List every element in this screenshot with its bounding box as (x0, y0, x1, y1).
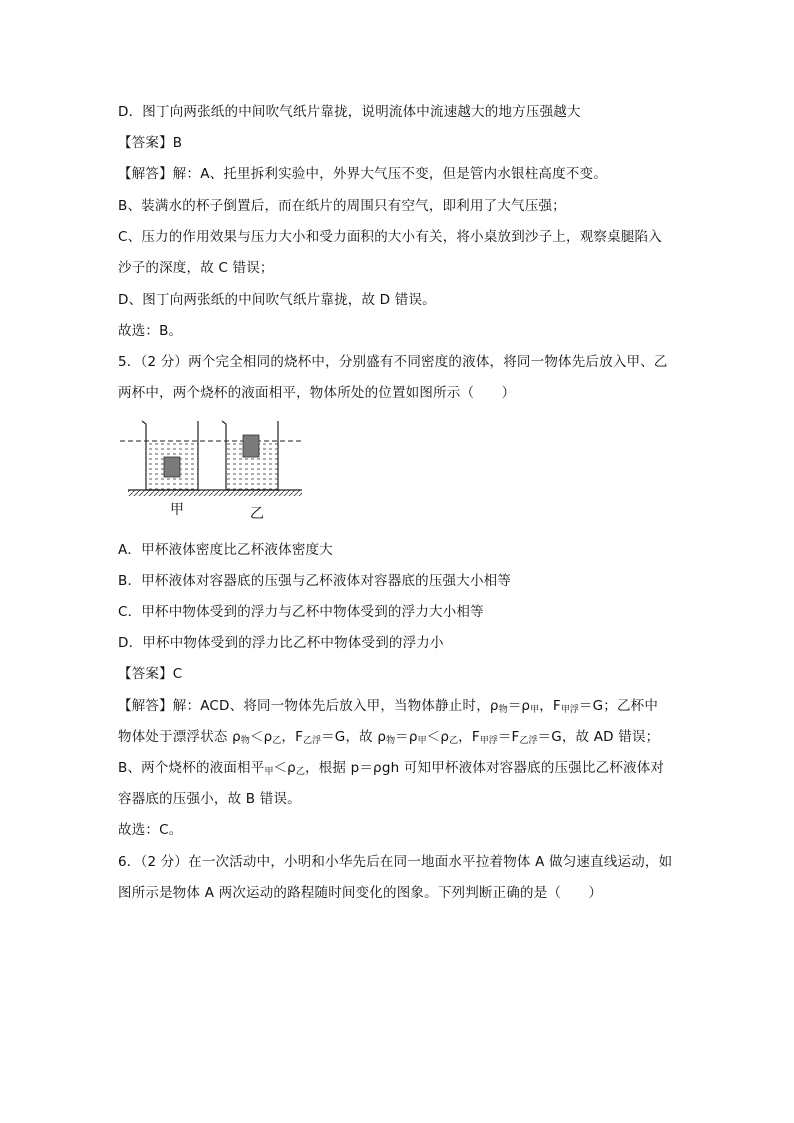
option-b: B．甲杯液体对容器底的压强与乙杯液体对容器底的压强大小相等 (118, 573, 512, 589)
option-d: D．甲杯中物体受到的浮力比乙杯中物体受到的浮力小 (118, 635, 444, 651)
beaker-figure (118, 412, 318, 528)
question-6-text: 6．（2 分）在一次活动中，小明和小华先后在同一地面水平拉着物体 A 做匀速直线运动，如 (118, 854, 673, 870)
question-5-text: 两杯中，两个烧杯的液面相平，物体所处的位置如图所示（ ） (118, 385, 516, 401)
label-yi: 乙 (250, 506, 264, 522)
label-jia: 甲 (170, 502, 184, 518)
ground-hatch (128, 490, 302, 496)
question-5-text: 5．（2 分）两个完全相同的烧杯中，分别盛有不同密度的液体，将同一物体先后放入甲、乙 (118, 354, 668, 370)
answer-line: 【答案】C (118, 666, 183, 682)
beaker-yi (222, 421, 278, 490)
conclusion-line: 故选：C。 (118, 822, 183, 838)
option-a: A．甲杯液体密度比乙杯液体密度大 (118, 542, 333, 558)
solution-line: 容器底的压强小，故 B 错误。 (118, 791, 301, 807)
beakers-diagram (118, 412, 318, 504)
solution-line: B、两个烧杯的液面相平$_甲<\rho_乙$，根据 p＝ρgh 可知甲杯液体对容器底的压强比乙杯液体对 (118, 760, 665, 777)
answer-line: 【答案】B (118, 135, 183, 151)
object-block-jia (164, 457, 180, 477)
solution-line: C、压力的作用效果与压力大小和受力面积的大小有关，将小桌放到沙子上，观察桌腿陷入 (118, 229, 662, 245)
beaker-jia (142, 421, 198, 490)
solution-line: B、装满水的杯子倒置后，而在纸片的周围只有空气，即利用了大气压强； (118, 198, 566, 214)
solution-line: 物体处于漂浮状态 $\rho_物<\rho_乙$，$F_{乙浮}=G$，故 $\rho_物=\rho_甲<\rho_乙$，$F_{甲浮}=F_{乙浮}=G$，故 AD 错误； (118, 729, 660, 746)
solution-line: D、图丁向两张纸的中间吹气纸片靠拢，故 D 错误。 (118, 292, 436, 308)
solution-line: 【解答】解：ACD、将同一物体先后放入甲，当物体静止时，$\rho_物=\rho_甲$，$F_{甲浮}=G$；乙杯中 (118, 698, 659, 715)
question-6-text: 图所示是物体 A 两次运动的路程随时间变化的图象。下列判断正确的是（ ） (118, 885, 603, 901)
object-block-yi (243, 435, 259, 457)
solution-line: 沙子的深度，故 C 错误； (118, 260, 274, 276)
conclusion-line: 故选：B。 (118, 323, 183, 339)
option-d-previous: D．图丁向两张纸的中间吹气纸片靠拢，说明流体中流速越大的地方压强越大 (118, 104, 581, 120)
option-c: C．甲杯中物体受到的浮力与乙杯中物体受到的浮力大小相等 (118, 604, 484, 620)
solution-line: 【解答】解：A、托里拆利实验中，外界大气压不变，但是管内水银柱高度不变。 (118, 166, 607, 182)
